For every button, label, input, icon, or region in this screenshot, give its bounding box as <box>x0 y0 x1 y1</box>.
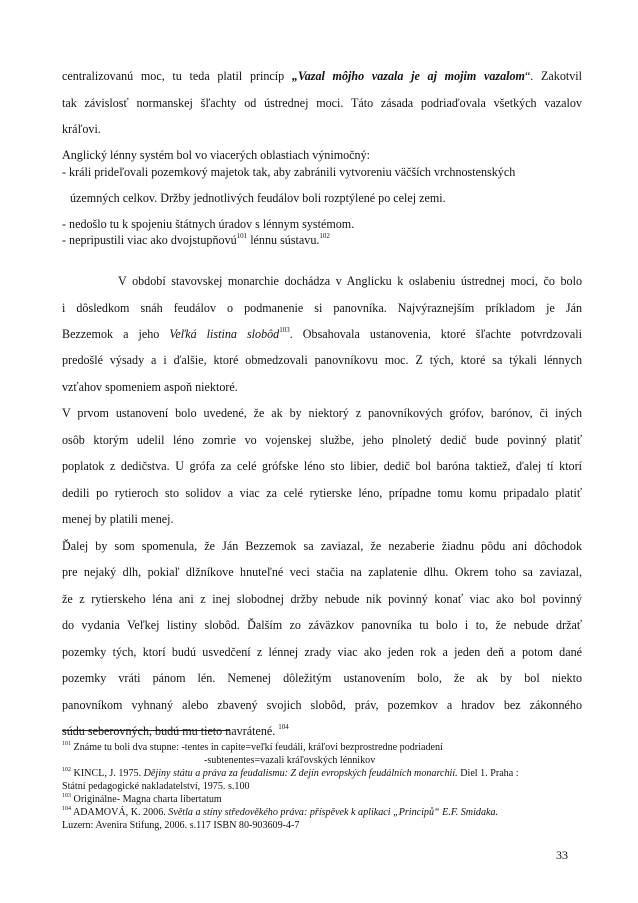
footnote-text: Originálne- Magna charta libertatum <box>71 794 222 805</box>
text-span: lénnu sústavu. <box>247 233 320 247</box>
footnote-number: 102 <box>62 766 71 773</box>
footnote-ref: 102 <box>319 231 330 240</box>
text-line: poplatok z dedičstva. U grófa za celé grófske léno sto libier, dedič bol baróna taktiež, ďalej tí ktorí <box>62 459 582 473</box>
text-line: tak závislosť normanskej šľachty od ústrednej moci. Táto zásada podriaďovala všetkých vazalov <box>62 96 582 110</box>
list-item: - králi prideľovali pozemkový majetok tak, aby zabránili vytvoreniu väčších vrchnostenských <box>62 165 516 179</box>
text-span: - nepripustili viac ako dvojstupňovú <box>62 233 237 247</box>
footnote-ref: 103 <box>279 325 290 334</box>
footnote-text: Diel 1. Praha : <box>457 768 519 779</box>
footnote-103 <box>62 794 222 806</box>
footnote-102 <box>62 768 519 780</box>
emphasis-quote: „Vazal môjho vazala je aj mojim vazalom <box>291 69 525 83</box>
text-line: do vydania Veľkej listiny slobôd. Ďalším zo záväzkov panovníka tu bolo i to, že nebude držať <box>62 618 582 632</box>
footnote-104-continuation: Luzern: Avenira Stifung, 2006. s.117 ISBN 80-903609-4-7 <box>62 820 300 831</box>
italic-title: Veľká listina slobôd <box>169 327 280 341</box>
footnote-ref: 101 <box>236 231 248 240</box>
text-line: pozemky vráti pánom lén. Nemenej dôležitým ustanovením bolo, že ak by bol niekto <box>62 671 582 685</box>
text-span: “. Zakotvil <box>524 69 583 83</box>
paragraph-first-line: V období stavovskej monarchie dochádza v Anglicku k oslabeniu ústrednej moci, čo bolo <box>118 274 582 288</box>
footnote-101-continuation: -subtenentes=vazali kráľovských lénnikov <box>204 755 376 766</box>
text-line: kráľovi. <box>62 122 101 136</box>
footnote-text: ADAMOVÁ, K. 2006. <box>71 807 169 818</box>
footnote-title: Světla a stíny středověkého práva: příspěvek k aplikaci „Principů“ E.F. Smidaka. <box>168 807 499 818</box>
footnote-102-continuation: Státní pedagogické nakladatelství, 1975. s.100 <box>62 781 250 792</box>
footnote-text: KINCL, J. 1975. <box>71 768 144 779</box>
list-item: - nedošlo tu k spojeniu štátnych úradov s lénnym systémom. <box>62 217 355 231</box>
text-line <box>62 68 582 84</box>
footnote-divider <box>62 730 230 731</box>
text-span: súdu seberovných, budú mu tieto navrátené. <box>62 724 279 738</box>
footnote-title: Dějiny státu a práva za feudalismu: Z dejín evropských feudálních monarchií. <box>143 768 458 779</box>
footnote-number: 103 <box>62 792 71 799</box>
footnote-text: Známe tu boli dva stupne: -tentes in capite=veľkí feudáli, kráľovi bezprostredne podriadení <box>71 742 443 753</box>
text-span: centralizovanú moc, tu teda platil princíp <box>62 69 292 83</box>
text-line: vzťahov spomeniem aspoň niektoré. <box>62 380 238 394</box>
list-item-continuation: územných celkov. Držby jednotlivých feudálov boli rozptýlené po celej zemi. <box>70 191 446 205</box>
footnote-ref: 104 <box>278 722 289 731</box>
text-line: panovníkom vyhnaný alebo zbavený svojich slobôd, práv, pozemkov a hradov bez zákonného <box>62 698 582 712</box>
footnote-101 <box>62 742 443 754</box>
footnote-104 <box>62 807 498 819</box>
text-line: pre nejaký dlh, pokiaľ dlžníkove hnuteľné veci stačia na zaplatenie dlhu. Okrem toho sa zaviazal, <box>62 565 582 579</box>
text-line: pozemky tých, ktorí budú usvedčení z lénnej zrady viac ako jeden rok a jeden deň a potom dané <box>62 645 582 659</box>
text-line <box>62 326 582 342</box>
text-span: . Obsahovala ustanovenia, ktoré šľachte potvrdzovali <box>289 327 582 341</box>
text-line: že z rytierskeho léna ani z inej slobodnej držby nebude nik povinný konať viac ako bol povinný <box>62 592 582 606</box>
text-line <box>62 723 582 739</box>
text-line: predošlé výsady a i ďalšie, ktoré obmedzovali panovníkovu moc. Z tých, ktoré sa týkali lénnych <box>62 353 582 367</box>
footnote-number: 101 <box>62 740 71 747</box>
text-line: Anglický lénny systém bol vo viacerých oblastiach výnimočný: <box>62 148 370 162</box>
list-item <box>62 232 582 248</box>
text-line: osôb ktorým udelil léno zomrie vo vojenskej službe, jeho plnoletý dedič bude povinný platiť <box>62 433 582 447</box>
text-line: i dôsledkom snáh feudálov o podmanenie si panovníka. Najvýraznejším príkladom je Ján <box>62 301 582 315</box>
text-line: V prvom ustanovení bolo uvedené, že ak by niektorý z panovníkových grófov, barónov, či iných <box>62 406 582 420</box>
text-line: menej by platili menej. <box>62 512 174 526</box>
text-span: Bezzemok a jeho <box>62 327 170 341</box>
text-line: dedili po rytieroch sto solidov a viac za celé rytierske léno, prípadne tomu komu pripadalo platiť <box>62 486 582 500</box>
footnote-number: 104 <box>62 805 71 812</box>
page-number: 33 <box>556 848 568 862</box>
text-line: Ďalej by som spomenula, že Ján Bezzemok sa zaviazal, že nezaberie žiadnu pôdu ani dôchodok <box>62 539 582 553</box>
